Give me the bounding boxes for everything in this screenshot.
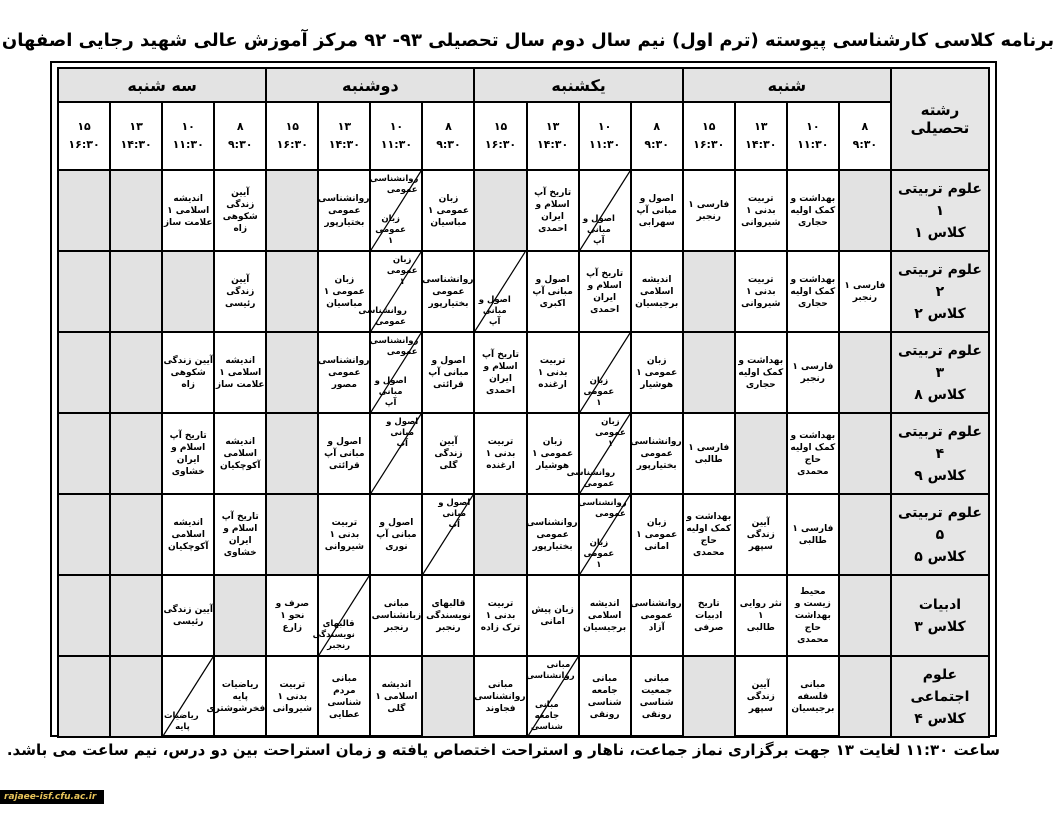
row-header: [891, 251, 989, 332]
row-header: [891, 332, 989, 413]
course-cell[interactable]: [266, 575, 318, 656]
empty-slot-cell: [839, 575, 891, 656]
course-cell[interactable]: [787, 413, 839, 494]
course-cell[interactable]: [214, 332, 266, 413]
course-cell[interactable]: [162, 332, 214, 413]
time-slot-header: [527, 102, 579, 170]
time-slot-header: [787, 102, 839, 170]
course-text: آیین زندگی رئیسی: [224, 274, 256, 309]
empty-slot-cell: [839, 413, 891, 494]
split-cell-inner: [312, 576, 369, 655]
course-text: مبانی جامعه شناسی رونقی: [587, 673, 622, 720]
course-cell[interactable]: [527, 170, 579, 251]
day-header: سه شنبه: [58, 68, 266, 102]
empty-slot-cell: [266, 413, 318, 494]
empty-slot-cell: [58, 413, 110, 494]
course-text: زبان عمومی ۱ مباسیان: [323, 274, 365, 309]
course-cell[interactable]: [787, 251, 839, 332]
course-cell[interactable]: [787, 170, 839, 251]
course-text: تاریخ آپ اسلام و ایران احمدی: [534, 187, 572, 234]
course-cell[interactable]: [422, 413, 474, 494]
time-start: ۸: [861, 120, 869, 133]
course-text: بهداشت و کمک اولیه حجاری: [790, 193, 836, 228]
row-header: [891, 656, 989, 737]
time-start: ۱۵: [493, 120, 508, 133]
course-week-b: اصول و مبانی آپ: [478, 295, 511, 327]
course-week-b: زبان عمومی ۱: [583, 376, 615, 408]
row-class-name: کلاس ۹: [914, 467, 966, 484]
split-course-cell[interactable]: [162, 656, 214, 737]
time-end: ۱۴:۳۰: [745, 138, 777, 151]
course-cell[interactable]: [579, 656, 631, 737]
row-header: [891, 413, 989, 494]
course-cell[interactable]: [214, 494, 266, 575]
empty-slot-cell: [110, 494, 162, 575]
course-text: آیین زندگی شکوهی زاه: [222, 187, 258, 234]
split-course-cell[interactable]: [370, 413, 422, 494]
course-cell[interactable]: [318, 251, 370, 332]
split-course-cell[interactable]: [579, 494, 631, 575]
row-field-name: علوم تربیتی ۱: [897, 180, 982, 219]
row-field-name: علوم تربیتی ۳: [897, 342, 982, 381]
course-cell[interactable]: [631, 575, 683, 656]
class-row: [58, 251, 989, 332]
time-start: ۱۰: [389, 120, 404, 133]
split-cell-inner: [528, 657, 578, 736]
course-text: اصول و مبانی آپ نوری: [376, 517, 417, 552]
course-cell[interactable]: [527, 251, 579, 332]
course-cell[interactable]: [318, 494, 370, 575]
course-cell[interactable]: [735, 575, 787, 656]
row-field-name: ادبیات: [918, 596, 962, 613]
empty-slot-cell: [58, 656, 110, 737]
course-text: بهداشت و کمک اولیه حاج محمدی: [790, 430, 836, 477]
time-end: ۹:۳۰: [227, 138, 253, 151]
time-end: ۱۴:۳۰: [328, 138, 360, 151]
time-slot-header: [474, 102, 526, 170]
time-start: ۸: [445, 120, 452, 133]
course-text: اصول و مبانی آپ قرائتی: [324, 436, 365, 471]
time-start: ۱۳: [754, 120, 768, 133]
course-cell[interactable]: [579, 575, 631, 656]
course-cell[interactable]: [787, 494, 839, 575]
empty-slot-cell: [162, 251, 214, 332]
course-cell[interactable]: [318, 656, 370, 737]
course-week-a: روانشناسی عمومی: [369, 336, 419, 357]
split-course-cell[interactable]: [312, 575, 370, 656]
course-text: اصول و مبانی آپ سهرابی: [636, 193, 677, 228]
course-cell[interactable]: [527, 332, 579, 413]
course-cell[interactable]: [206, 656, 266, 737]
class-row: [58, 494, 989, 575]
course-text: روانشناسی عمومی بختیارپور: [422, 274, 474, 309]
time-end: ۱۶:۳۰: [693, 138, 725, 151]
course-text: تربیت بدنی ۱ ارغنده: [537, 355, 568, 390]
empty-slot-cell: [58, 494, 110, 575]
course-cell[interactable]: [474, 575, 526, 656]
time-start: ۱۵: [285, 120, 300, 133]
class-row: [58, 575, 989, 656]
course-text: مبانی زبانشناسی رنجبر: [371, 598, 422, 633]
time-start: ۱۰: [181, 120, 195, 133]
split-cell-inner: [163, 657, 213, 736]
empty-slot-cell: [735, 413, 787, 494]
empty-slot-cell: [839, 332, 891, 413]
empty-slot-cell: [266, 170, 318, 251]
course-week-b: روانشناسی عمومی: [358, 306, 407, 327]
course-text: مبانی فلسفه برجیسیان: [791, 679, 835, 714]
split-cell-inner: [371, 171, 421, 250]
course-cell[interactable]: [839, 251, 891, 332]
split-course-cell[interactable]: [527, 656, 579, 737]
course-text: مبانی جمعیت شناسی رونقی: [639, 673, 674, 720]
row-field-name: علوم تربیتی ۴: [897, 423, 982, 462]
time-start: ۱۳: [337, 120, 352, 133]
course-cell[interactable]: [735, 332, 787, 413]
course-text: اصول و مبانی آپ قرائتی: [428, 355, 469, 390]
course-week-a: مبانی روانشناسی: [526, 660, 575, 681]
time-end: ۱۱:۳۰: [380, 138, 413, 151]
course-text: اندیشه اسلامی ۱ گلی: [375, 679, 418, 714]
course-text: قالبهای نویسندگی رنجبر: [426, 598, 471, 633]
split-course-cell[interactable]: [358, 251, 422, 332]
course-text: ریاضیات پایه فخرشوشتری: [206, 679, 266, 714]
time-end: ۱۶:۳۰: [68, 138, 100, 151]
class-row: [58, 332, 989, 413]
split-cell-inner: [580, 171, 630, 250]
course-week-a: زبان عمومی ۱: [386, 255, 418, 287]
day-header: دوشنبه: [266, 68, 474, 102]
split-cell-inner: [423, 495, 473, 574]
course-week-b: قالبهای نویسندگی رنجبر: [312, 619, 355, 651]
row-header: [891, 170, 989, 251]
day-header: شنبه: [683, 68, 891, 102]
split-course-cell[interactable]: [474, 251, 526, 332]
time-end: ۱۴:۳۰: [120, 138, 152, 151]
course-cell[interactable]: [735, 494, 787, 575]
course-cell[interactable]: [370, 656, 422, 737]
course-cell[interactable]: [527, 413, 579, 494]
empty-slot-cell: [110, 170, 162, 251]
time-slot-header: [683, 102, 735, 170]
course-week-b: مبانی جامعه شناسی: [530, 700, 563, 732]
time-start: ۱۳: [129, 120, 143, 133]
empty-slot-cell: [110, 656, 162, 737]
time-slot-header: [579, 102, 631, 170]
empty-slot-cell: [266, 332, 318, 413]
course-cell[interactable]: [474, 332, 526, 413]
row-header: [891, 494, 989, 575]
course-text: صرف و نحو ۱ زارع: [275, 598, 310, 633]
course-text: زبان عمومی ۱ مباسیان: [427, 193, 470, 228]
course-cell[interactable]: [787, 575, 839, 656]
course-cell[interactable]: [631, 656, 683, 737]
empty-slot-cell: [683, 251, 735, 332]
empty-slot-cell: [58, 575, 110, 656]
row-class-name: کلاس ۱: [914, 224, 966, 241]
row-class-name: کلاس ۳: [914, 618, 966, 635]
course-text: تربیت بدنی ۱ شیروانی: [324, 517, 365, 552]
course-cell[interactable]: [735, 656, 787, 737]
time-slot-header: [110, 102, 162, 170]
course-text: اندیشه اسلامی ۱ علامت ساز: [163, 193, 213, 228]
course-cell[interactable]: [214, 170, 266, 251]
time-start: ۸: [236, 120, 244, 133]
course-cell[interactable]: [631, 413, 683, 494]
time-start: ۱۳: [545, 120, 560, 133]
course-cell[interactable]: [318, 170, 370, 251]
course-text: آیین زندگی گلی: [434, 436, 463, 471]
empty-slot-cell: [683, 332, 735, 413]
time-start: ۱۵: [77, 120, 91, 133]
time-start: ۱۰: [597, 120, 612, 133]
time-start: ۸: [653, 120, 661, 133]
course-cell[interactable]: [214, 413, 266, 494]
footer-note: ساعت ۱۱:۳۰ لغایت ۱۳ جهت برگزاری نماز جماعت، ناهار و استراحت اختصاص یافته و زمان استراحت بین دو درس، نیم ساعت می باشد.: [6, 741, 1000, 759]
course-cell[interactable]: [735, 170, 787, 251]
split-course-cell[interactable]: [566, 413, 631, 494]
course-cell[interactable]: [422, 575, 474, 656]
course-cell[interactable]: [527, 575, 579, 656]
split-cell-inner: [580, 495, 630, 574]
course-text: تاریخ آپ اسلام و ایران احمدی: [481, 349, 520, 396]
course-text: اندیشه اسلامی برجیسیان: [583, 598, 627, 633]
course-cell[interactable]: [162, 494, 214, 575]
course-cell[interactable]: [787, 656, 839, 737]
course-text: فارسی ۱ طالبی: [688, 442, 730, 465]
row-field-name: علوم تربیتی ۵: [897, 504, 982, 543]
empty-slot-cell: [266, 251, 318, 332]
course-week-b: روانشناسی عمومی: [566, 468, 616, 489]
course-text: تربیت بدنی ۱ ارغنده: [485, 436, 516, 471]
course-text: فارسی ۱ طالبی: [792, 523, 834, 546]
time-slot-header: [266, 102, 318, 170]
course-text: اندیشه اسلامی برجیسیان: [635, 274, 679, 309]
course-week-a: اصول و مبانی آپ: [438, 498, 471, 530]
empty-slot-cell: [58, 332, 110, 413]
split-course-cell[interactable]: [370, 170, 422, 251]
time-end: ۱۶:۳۰: [484, 138, 517, 151]
course-text: مبانی روانشناسی فجاوند: [474, 679, 526, 714]
course-text: بهداشت و کمک اولیه حجاری: [738, 355, 784, 390]
course-text: تربیت بدنی ۱ ترک زاده: [480, 598, 521, 633]
split-course-cell[interactable]: [422, 494, 474, 575]
course-cell[interactable]: [162, 575, 214, 656]
course-cell[interactable]: [787, 332, 839, 413]
empty-slot-cell: [266, 494, 318, 575]
course-text: آیین زندگی سپهر: [746, 517, 775, 552]
time-slot-header: [631, 102, 683, 170]
time-slot-header: [422, 102, 474, 170]
row-class-name: کلاس ۵: [914, 548, 966, 565]
course-cell[interactable]: [683, 413, 735, 494]
course-text: روانشناسی عمومی آزاد: [630, 598, 682, 633]
course-text: زبان عمومی ۱ هوشیار: [532, 436, 574, 471]
site-badge[interactable]: rajaee-isf.cfu.ac.ir: [0, 790, 104, 804]
course-text: نثر روایی ۱ طالبی: [739, 598, 782, 633]
course-cell[interactable]: [162, 170, 214, 251]
course-cell[interactable]: [527, 494, 579, 575]
split-course-cell[interactable]: [579, 170, 631, 251]
time-slot-header: [318, 102, 370, 170]
course-week-b: اصول و مبانی آپ: [374, 376, 407, 408]
course-text: محیط زیست و بهداشت حاج محمدی: [794, 586, 831, 645]
time-slot-header: [58, 102, 110, 170]
time-end: ۱۱:۳۰: [589, 138, 621, 151]
course-text: تاریخ ادبیات صرفی: [694, 598, 724, 633]
course-text: تاریخ آپ اسلام و ایران خشاوی: [221, 511, 259, 558]
time-end: ۱۴:۳۰: [536, 138, 569, 151]
time-end: ۱۶:۳۰: [276, 138, 308, 151]
row-class-name: کلاس ۸: [914, 386, 966, 403]
time-end: ۹:۳۰: [436, 138, 461, 151]
time-start: ۱۵: [702, 120, 716, 133]
course-text: آیین زندگی رئیسی: [163, 604, 213, 627]
course-week-a: روانشناسی عمومی: [578, 498, 627, 519]
time-slot-header: [735, 102, 787, 170]
class-row: [58, 170, 989, 251]
course-cell[interactable]: [735, 251, 787, 332]
row-field-name: علوم اجتماعی: [910, 666, 970, 705]
time-end: ۹:۳۰: [644, 138, 669, 151]
empty-slot-cell: [474, 494, 526, 575]
course-text: فارسی ۱ رنجبر: [688, 199, 730, 222]
course-cell[interactable]: [318, 332, 370, 413]
time-end: ۱۱:۳۰: [797, 138, 829, 151]
split-course-cell[interactable]: [579, 332, 631, 413]
split-cell-inner: [580, 333, 630, 412]
field-header: رشته تحصیلی: [891, 68, 989, 170]
course-text: روانشناسی عمومی بختیارپور: [526, 517, 578, 552]
time-slot-header: [370, 102, 422, 170]
day-header-row: [58, 68, 989, 102]
time-header-row: [58, 102, 989, 170]
course-week-b: ریاضیات پایه: [163, 711, 199, 732]
course-text: زبان عمومی ۱ امانی: [636, 517, 678, 552]
course-cell[interactable]: [631, 251, 683, 332]
course-text: تربیت بدنی ۱ شیروانی: [272, 679, 312, 714]
course-cell[interactable]: [474, 656, 526, 737]
course-cell[interactable]: [214, 251, 266, 332]
course-text: آیین زندگی شکوهی زاه: [163, 355, 213, 390]
course-cell[interactable]: [579, 251, 631, 332]
split-cell-inner: [475, 252, 525, 331]
empty-slot-cell: [839, 494, 891, 575]
course-week-a: اصول و مبانی آپ: [386, 417, 419, 449]
course-text: زبان عمومی ۱ هوشیار: [636, 355, 678, 390]
course-text: زبان پیش امانی: [531, 604, 574, 627]
time-end: ۹:۳۰: [852, 138, 878, 151]
day-header: یکشنبه: [474, 68, 682, 102]
course-text: تاریخ آپ اسلام و ایران خشاوی: [169, 430, 207, 477]
empty-slot-cell: [58, 251, 110, 332]
course-cell[interactable]: [318, 413, 370, 494]
empty-slot-cell: [683, 656, 735, 737]
row-class-name: کلاس ۴: [914, 710, 966, 727]
time-start: ۱۰: [806, 120, 820, 133]
time-slot-header: [839, 102, 891, 170]
course-text: اصول و مبانی آپ اکبری: [532, 274, 573, 309]
course-cell[interactable]: [631, 170, 683, 251]
class-row: [58, 413, 989, 494]
empty-slot-cell: [110, 251, 162, 332]
empty-slot-cell: [58, 170, 110, 251]
empty-slot-cell: [422, 656, 474, 737]
row-class-name: کلاس ۲: [914, 305, 966, 322]
course-cell[interactable]: [683, 494, 735, 575]
split-cell-inner: [358, 252, 421, 331]
course-cell[interactable]: [683, 170, 735, 251]
course-cell[interactable]: [631, 494, 683, 575]
empty-slot-cell: [474, 170, 526, 251]
course-cell[interactable]: [266, 656, 318, 737]
course-text: روانشناسی عمومی مصور: [317, 355, 370, 390]
course-cell[interactable]: [683, 575, 735, 656]
time-slot-header: [214, 102, 266, 170]
course-cell[interactable]: [370, 494, 422, 575]
empty-slot-cell: [839, 170, 891, 251]
course-cell[interactable]: [422, 332, 474, 413]
empty-slot-cell: [110, 413, 162, 494]
course-text: تاریخ آپ اسلام و ایران احمدی: [586, 268, 624, 315]
course-cell[interactable]: [474, 413, 526, 494]
course-cell[interactable]: [422, 251, 474, 332]
empty-slot-cell: [214, 575, 266, 656]
course-text: اندیشه اسلامی آکوچکیان: [220, 436, 261, 471]
course-text: تربیت بدنی ۱ شیروانی: [741, 193, 781, 228]
course-text: تربیت بدنی ۱ شیروانی: [741, 274, 781, 309]
course-text: فارسی ۱ رنجبر: [844, 280, 886, 303]
course-text: اندیشه اسلامی ۱ علامت ساز: [215, 355, 265, 390]
course-cell[interactable]: [162, 413, 214, 494]
split-cell-inner: [566, 414, 630, 493]
split-course-cell[interactable]: [370, 332, 422, 413]
course-week-a: روانشناسی عمومی: [369, 174, 419, 195]
empty-slot-cell: [110, 332, 162, 413]
split-cell-inner: [371, 333, 421, 412]
split-cell-inner: [371, 414, 421, 493]
row-field-name: علوم تربیتی ۲: [897, 261, 982, 300]
page-title: برنامه کلاسی کارشناسی پیوسته (ترم اول) نیم سال دوم سال تحصیلی ۹۳- ۹۲ مرکز آموزش عالی شهید رجایی اصفهان: [1, 30, 1055, 51]
course-week-b: زبان عمومی ۱: [583, 538, 615, 570]
course-text: روانشناسی عمومی بختیارپور: [630, 436, 682, 471]
course-text: مبانی مردم شناسی عطایی: [327, 673, 362, 720]
class-row: [58, 656, 989, 737]
course-week-a: زبان عمومی ۱: [595, 417, 626, 449]
course-text: بهداشت و کمک اولیه حجاری: [790, 274, 836, 309]
course-week-b: اصول و مبانی آپ: [582, 214, 615, 246]
schedule-table: [57, 67, 990, 738]
course-text: بهداشت و کمک اولیه حاج محمدی: [686, 511, 732, 558]
time-slot-header: [162, 102, 214, 170]
empty-slot-cell: [110, 575, 162, 656]
course-week-b: زبان عمومی ۱: [375, 214, 406, 246]
course-cell[interactable]: [631, 332, 683, 413]
course-text: فارسی ۱ رنجبر: [792, 361, 834, 384]
row-header: [891, 575, 989, 656]
course-text: اندیشه اسلامی آکوچکیان: [167, 517, 209, 552]
course-cell[interactable]: [370, 575, 422, 656]
empty-slot-cell: [839, 656, 891, 737]
course-cell[interactable]: [422, 170, 474, 251]
time-end: ۱۱:۳۰: [172, 138, 204, 151]
course-text: آیین زندگی سپهر: [746, 679, 775, 714]
course-text: روانشناسی عمومی بختیارپور: [317, 193, 370, 228]
